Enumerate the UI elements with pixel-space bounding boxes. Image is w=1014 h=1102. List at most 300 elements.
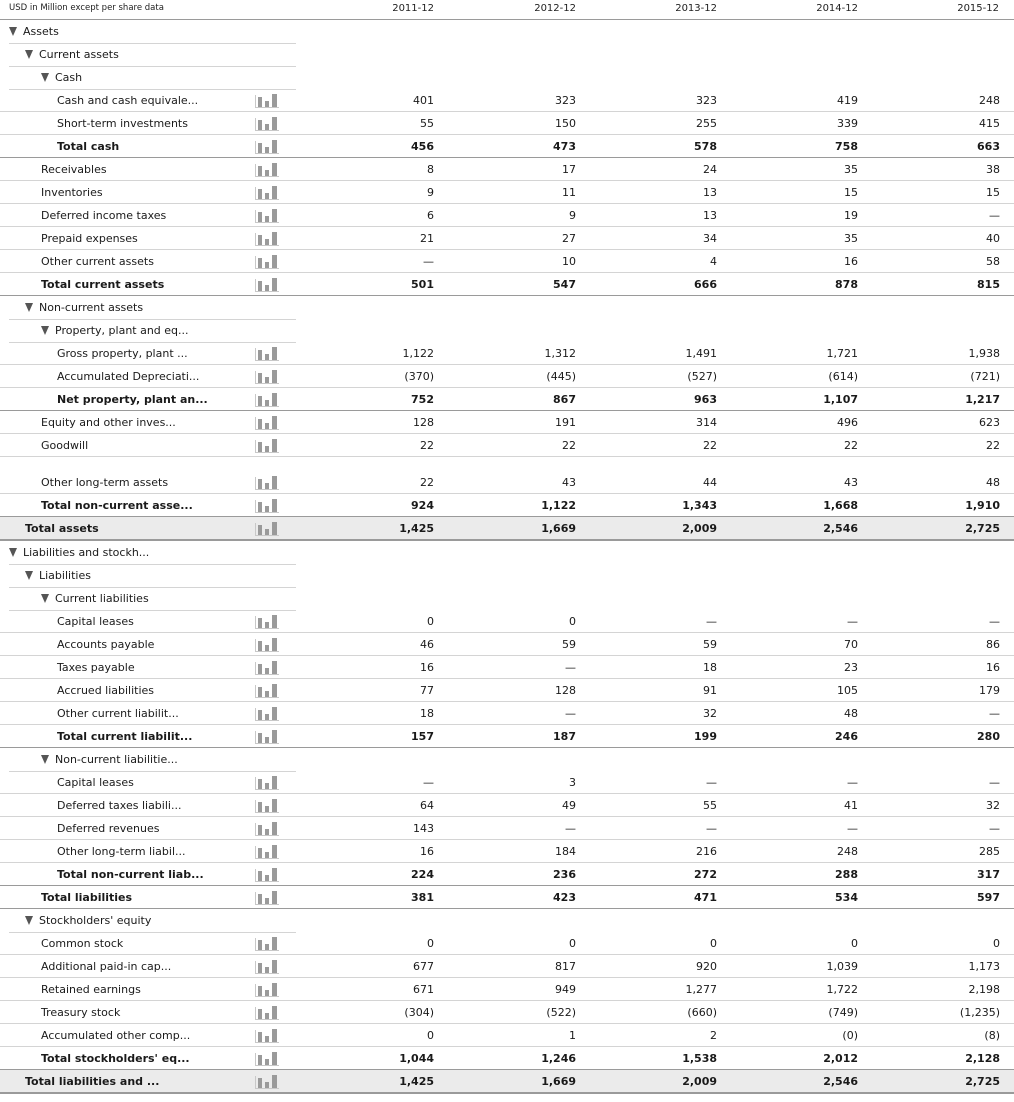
table-row <box>0 771 1014 794</box>
bar-chart-icon[interactable] <box>255 960 279 974</box>
sparkline-axis <box>255 858 279 859</box>
sparkline-bar <box>258 710 262 720</box>
value-cell: 41 <box>844 799 858 812</box>
value-cell: — <box>565 822 576 835</box>
value-cell: 2,198 <box>968 983 1000 996</box>
value-cell: 0 <box>569 615 576 628</box>
value-cell: 501 <box>411 278 434 291</box>
value-cell: — <box>706 822 717 835</box>
bar-chart-icon[interactable] <box>255 278 279 292</box>
sparkline-axis <box>255 256 256 269</box>
subtotal-row <box>0 388 1014 411</box>
value-cell: 314 <box>696 416 717 429</box>
row-label <box>25 522 99 535</box>
value-cell: 23 <box>844 661 858 674</box>
value-cell: — <box>565 707 576 720</box>
row-label <box>57 730 192 743</box>
table-row <box>0 365 1014 388</box>
sparkline-bar <box>258 235 262 245</box>
bar-chart-icon[interactable] <box>255 845 279 859</box>
value-cell: 35 <box>844 232 858 245</box>
row-label-text: Inventories <box>41 186 103 199</box>
sparkline-bar <box>258 143 262 153</box>
value-cell: (0) <box>842 1029 858 1042</box>
sparkline-bar <box>272 707 277 720</box>
bar-chart-icon[interactable] <box>255 983 279 997</box>
row-label <box>57 661 135 674</box>
value-cell: — <box>989 776 1000 789</box>
value-cell: 867 <box>553 393 576 406</box>
row-label <box>41 983 141 996</box>
subtotal-row <box>0 863 1014 886</box>
value-cell: 224 <box>411 868 434 881</box>
value-cell: 91 <box>703 684 717 697</box>
table-row <box>0 955 1014 978</box>
sparkline-bar <box>272 845 277 858</box>
sparkline-bar <box>272 255 277 268</box>
value-cell: 179 <box>979 684 1000 697</box>
value-cell: 48 <box>844 707 858 720</box>
value-cell: 43 <box>562 476 576 489</box>
bar-chart-icon[interactable] <box>255 615 279 629</box>
collapse-triangle-icon[interactable] <box>25 916 33 925</box>
sparkline-bar <box>258 189 262 199</box>
value-cell: (1,235) <box>959 1006 1000 1019</box>
bar-chart-icon[interactable] <box>255 730 279 744</box>
bar-chart-icon[interactable] <box>255 209 279 223</box>
bar-chart-icon[interactable] <box>255 255 279 269</box>
row-label <box>57 868 204 881</box>
value-cell: — <box>847 615 858 628</box>
row-label-text: Taxes payable <box>57 661 135 674</box>
bar-chart-icon[interactable] <box>255 347 279 361</box>
sparkline-axis <box>255 153 279 154</box>
collapse-triangle-icon[interactable] <box>25 50 33 59</box>
sparkline-bar <box>258 664 262 674</box>
value-cell: 1,722 <box>826 983 858 996</box>
bar-chart-icon[interactable] <box>255 638 279 652</box>
sparkline-bar <box>272 370 277 383</box>
value-cell: 1,669 <box>541 1075 576 1088</box>
value-cell: 55 <box>703 799 717 812</box>
sparkline-bar <box>258 525 262 535</box>
value-cell: 924 <box>411 499 434 512</box>
value-cell: 32 <box>986 799 1000 812</box>
value-cell: — <box>989 822 1000 835</box>
row-label-text: Total stockholders' eq... <box>41 1052 190 1065</box>
value-cell: 1,312 <box>544 347 576 360</box>
value-cell: — <box>847 776 858 789</box>
sparkline-axis <box>255 628 279 629</box>
table-row <box>0 411 1014 434</box>
table-header <box>0 0 1014 20</box>
sparkline-bar <box>272 347 277 360</box>
sparkline-bar <box>258 986 262 996</box>
value-cell: 473 <box>553 140 576 153</box>
sparkline-bar <box>272 1029 277 1042</box>
value-cell: 248 <box>837 845 858 858</box>
row-label <box>41 324 189 337</box>
sparkline-axis <box>255 452 279 453</box>
sparkline-bar <box>258 212 262 222</box>
value-cell: 6 <box>427 209 434 222</box>
bar-chart-icon[interactable] <box>255 1029 279 1043</box>
value-cell: 17 <box>562 163 576 176</box>
value-cell: 285 <box>979 845 1000 858</box>
row-label <box>57 140 119 153</box>
value-cell: 128 <box>555 684 576 697</box>
group-row[interactable] <box>0 319 1014 342</box>
value-cell: 471 <box>694 891 717 904</box>
total-row <box>0 1070 1014 1094</box>
value-cell: 22 <box>703 439 717 452</box>
sparkline-bar <box>272 1052 277 1065</box>
row-label <box>41 937 123 950</box>
value-cell: 623 <box>979 416 1000 429</box>
sparkline-bar <box>272 891 277 904</box>
sparkline-bar <box>258 825 262 835</box>
bar-chart-icon[interactable] <box>255 1006 279 1020</box>
value-cell: 1,044 <box>399 1052 434 1065</box>
sparkline-bar <box>272 499 277 512</box>
value-cell: 13 <box>703 209 717 222</box>
value-cell: 1,122 <box>541 499 576 512</box>
value-cell: 184 <box>555 845 576 858</box>
bar-chart-icon[interactable] <box>255 140 279 154</box>
row-label <box>57 94 198 107</box>
sparkline-axis <box>255 651 279 652</box>
collapse-triangle-icon[interactable] <box>41 326 49 335</box>
table-row <box>0 227 1014 250</box>
table-row <box>0 471 1014 494</box>
value-cell: 381 <box>411 891 434 904</box>
bar-chart-icon[interactable] <box>255 393 279 407</box>
sparkline-axis <box>255 383 279 384</box>
subtotal-row <box>0 494 1014 517</box>
bar-chart-icon[interactable] <box>255 232 279 246</box>
value-cell: 157 <box>411 730 434 743</box>
sparkline-bar <box>258 802 262 812</box>
value-cell: 288 <box>835 868 858 881</box>
sparkline-bar <box>272 868 277 881</box>
bar-chart-icon[interactable] <box>255 416 279 430</box>
value-cell: 1,107 <box>823 393 858 406</box>
row-label-text: Deferred revenues <box>57 822 160 835</box>
sparkline-bar <box>258 479 262 489</box>
table-row <box>0 633 1014 656</box>
group-row[interactable] <box>0 748 1014 771</box>
row-label <box>57 117 188 130</box>
bar-chart-icon[interactable] <box>255 117 279 131</box>
sparkline-axis <box>255 268 279 269</box>
collapse-triangle-icon[interactable] <box>41 73 49 82</box>
sparkline-bar <box>258 641 262 651</box>
collapse-triangle-icon[interactable] <box>9 548 17 557</box>
sparkline-bar <box>272 186 277 199</box>
period-header: 2014-12 <box>816 3 858 14</box>
value-cell: 236 <box>553 868 576 881</box>
sparkline-bar <box>258 733 262 743</box>
bar-chart-icon[interactable] <box>255 661 279 675</box>
row-label-text: Accounts payable <box>57 638 155 651</box>
value-cell: 758 <box>835 140 858 153</box>
sparkline-axis <box>255 731 256 744</box>
sparkline-bar <box>258 940 262 950</box>
value-cell: 2,546 <box>823 1075 858 1088</box>
sparkline-axis <box>255 535 279 536</box>
row-label-text: Total non-current liab... <box>57 868 204 881</box>
bar-chart-icon[interactable] <box>255 186 279 200</box>
row-label <box>41 1052 190 1065</box>
sparkline-axis <box>255 199 279 200</box>
sparkline-axis <box>255 1076 256 1089</box>
value-cell: 419 <box>837 94 858 107</box>
sparkline-axis <box>255 477 256 490</box>
subtotal-row <box>0 135 1014 158</box>
row-label-text: Total liabilities and ... <box>25 1075 160 1088</box>
collapse-triangle-icon[interactable] <box>41 594 49 603</box>
group-row[interactable] <box>0 541 1014 564</box>
value-cell: (614) <box>828 370 858 383</box>
value-cell: (522) <box>546 1006 576 1019</box>
bar-chart-icon[interactable] <box>255 439 279 453</box>
bar-chart-icon[interactable] <box>255 937 279 951</box>
value-cell: 401 <box>413 94 434 107</box>
sparkline-axis <box>255 107 279 108</box>
value-cell: 0 <box>710 937 717 950</box>
value-cell: 143 <box>413 822 434 835</box>
row-label-text: Non-current assets <box>39 301 144 314</box>
bar-chart-icon[interactable] <box>255 776 279 790</box>
bar-chart-icon[interactable] <box>255 370 279 384</box>
sparkline-bar <box>272 416 277 429</box>
value-cell: 423 <box>553 891 576 904</box>
value-cell: 1,277 <box>685 983 717 996</box>
sparkline-axis <box>255 800 256 813</box>
sparkline-bar <box>272 476 277 489</box>
value-cell: — <box>847 822 858 835</box>
sparkline-axis <box>255 1065 279 1066</box>
table-row <box>0 702 1014 725</box>
sparkline-bar <box>272 661 277 674</box>
value-cell: 323 <box>696 94 717 107</box>
sparkline-axis <box>255 394 256 407</box>
value-cell: 0 <box>427 937 434 950</box>
row-label-text: Total non-current asse... <box>41 499 193 512</box>
value-cell: — <box>565 661 576 674</box>
sparkline-bar <box>272 278 277 291</box>
sparkline-axis <box>255 892 256 905</box>
value-cell: 677 <box>413 960 434 973</box>
row-label <box>9 25 59 38</box>
value-cell: 815 <box>977 278 1000 291</box>
subtotal-row <box>0 273 1014 296</box>
value-cell: 1,491 <box>685 347 717 360</box>
sparkline-axis <box>255 440 256 453</box>
bar-chart-icon[interactable] <box>255 499 279 513</box>
value-cell: 671 <box>413 983 434 996</box>
value-cell: 1,425 <box>399 522 434 535</box>
sparkline-axis <box>255 141 256 154</box>
period-header: 2015-12 <box>957 3 999 14</box>
table-row <box>0 158 1014 181</box>
group-row[interactable] <box>0 909 1014 932</box>
sparkline-axis <box>255 984 256 997</box>
collapse-triangle-icon[interactable] <box>25 571 33 580</box>
row-label <box>41 163 107 176</box>
sparkline-bar <box>272 983 277 996</box>
value-cell: 19 <box>844 209 858 222</box>
bar-chart-icon[interactable] <box>255 522 279 536</box>
bar-chart-icon[interactable] <box>255 1075 279 1089</box>
value-cell: 128 <box>413 416 434 429</box>
sparkline-axis <box>255 371 256 384</box>
sparkline-axis <box>255 176 279 177</box>
row-label <box>41 499 193 512</box>
value-cell: 920 <box>696 960 717 973</box>
bar-chart-icon[interactable] <box>255 476 279 490</box>
table-row <box>0 342 1014 365</box>
bar-chart-icon[interactable] <box>255 163 279 177</box>
sparkline-bar <box>272 522 277 535</box>
table-row <box>0 610 1014 633</box>
row-label-text: Accumulated other comp... <box>41 1029 191 1042</box>
sparkline-bar <box>258 396 262 406</box>
row-label <box>25 48 119 61</box>
bar-chart-icon[interactable] <box>255 868 279 882</box>
collapse-triangle-icon[interactable] <box>25 303 33 312</box>
row-label <box>25 914 151 927</box>
row-label <box>41 186 103 199</box>
value-cell: 1,538 <box>682 1052 717 1065</box>
sparkline-bar <box>272 960 277 973</box>
row-label-text: Common stock <box>41 937 124 950</box>
bar-chart-icon[interactable] <box>255 1052 279 1066</box>
value-cell: 280 <box>977 730 1000 743</box>
row-label <box>57 370 199 383</box>
bar-chart-icon[interactable] <box>255 822 279 836</box>
sparkline-bar <box>272 822 277 835</box>
sparkline-axis <box>255 639 256 652</box>
bar-chart-icon[interactable] <box>255 707 279 721</box>
sparkline-bar <box>272 117 277 130</box>
sparkline-axis <box>255 662 256 675</box>
row-label <box>25 569 91 582</box>
value-cell: 1,425 <box>399 1075 434 1088</box>
bar-chart-icon[interactable] <box>255 799 279 813</box>
sparkline-axis <box>255 187 256 200</box>
value-cell: 1,217 <box>965 393 1000 406</box>
sparkline-axis <box>255 777 256 790</box>
sparkline-bar <box>258 848 262 858</box>
sparkline-bar <box>272 94 277 107</box>
row-label <box>41 891 132 904</box>
value-cell: 246 <box>835 730 858 743</box>
sparkline-bar <box>272 937 277 950</box>
value-cell: 2,725 <box>965 1075 1000 1088</box>
value-cell: 22 <box>420 439 434 452</box>
sparkline-axis <box>255 743 279 744</box>
value-cell: (370) <box>404 370 434 383</box>
row-label-text: Total current assets <box>41 278 165 291</box>
value-cell: 34 <box>703 232 717 245</box>
sparkline-bar <box>272 1006 277 1019</box>
period-header: 2011-12 <box>392 3 434 14</box>
value-cell: 1,721 <box>826 347 858 360</box>
collapse-triangle-icon[interactable] <box>41 755 49 764</box>
sparkline-axis <box>255 348 256 361</box>
value-cell: — <box>706 615 717 628</box>
table-row <box>0 932 1014 955</box>
row-label <box>41 1006 120 1019</box>
row-label-text: Prepaid expenses <box>41 232 138 245</box>
value-cell: 963 <box>694 393 717 406</box>
value-cell: 22 <box>420 476 434 489</box>
table-row <box>0 112 1014 135</box>
sparkline-axis <box>255 1088 279 1089</box>
group-row[interactable] <box>0 296 1014 319</box>
sparkline-axis <box>255 245 279 246</box>
row-label <box>57 799 181 812</box>
sparkline-axis <box>255 846 256 859</box>
sparkline-bar <box>258 1055 262 1065</box>
value-cell: 18 <box>703 661 717 674</box>
collapse-triangle-icon[interactable] <box>9 27 17 36</box>
group-row[interactable] <box>0 564 1014 587</box>
value-cell: 1,173 <box>968 960 1000 973</box>
sparkline-bar <box>258 419 262 429</box>
value-cell: 22 <box>844 439 858 452</box>
sparkline-bar <box>258 442 262 452</box>
sparkline-axis <box>255 279 256 292</box>
sparkline-axis <box>255 417 256 430</box>
group-row[interactable] <box>0 20 1014 43</box>
sparkline-axis <box>255 1042 279 1043</box>
value-cell: 86 <box>986 638 1000 651</box>
value-cell: 15 <box>844 186 858 199</box>
row-label <box>41 592 149 605</box>
value-cell: — <box>989 707 1000 720</box>
sparkline-axis <box>255 685 256 698</box>
value-cell: 878 <box>835 278 858 291</box>
value-cell: — <box>989 209 1000 222</box>
value-cell: 16 <box>986 661 1000 674</box>
value-cell: 1,122 <box>402 347 434 360</box>
value-cell: 77 <box>420 684 434 697</box>
period-header: 2013-12 <box>675 3 717 14</box>
group-row[interactable] <box>0 43 1014 66</box>
value-cell: (304) <box>404 1006 434 1019</box>
group-row[interactable] <box>0 66 1014 89</box>
value-cell: 2,725 <box>965 522 1000 535</box>
value-cell: (721) <box>970 370 1000 383</box>
value-cell: 578 <box>694 140 717 153</box>
row-label <box>41 960 171 973</box>
value-cell: 3 <box>569 776 576 789</box>
row-label-text: Capital leases <box>57 776 134 789</box>
value-cell: 199 <box>694 730 717 743</box>
group-row[interactable] <box>0 587 1014 610</box>
value-cell: 40 <box>986 232 1000 245</box>
bar-chart-icon[interactable] <box>255 684 279 698</box>
row-label-text: Liabilities <box>39 569 91 582</box>
value-cell: 22 <box>986 439 1000 452</box>
row-label-text: Current liabilities <box>55 592 149 605</box>
bar-chart-icon[interactable] <box>255 891 279 905</box>
sparkline-bar <box>258 963 262 973</box>
bar-chart-icon[interactable] <box>255 94 279 108</box>
sparkline-axis <box>255 674 279 675</box>
